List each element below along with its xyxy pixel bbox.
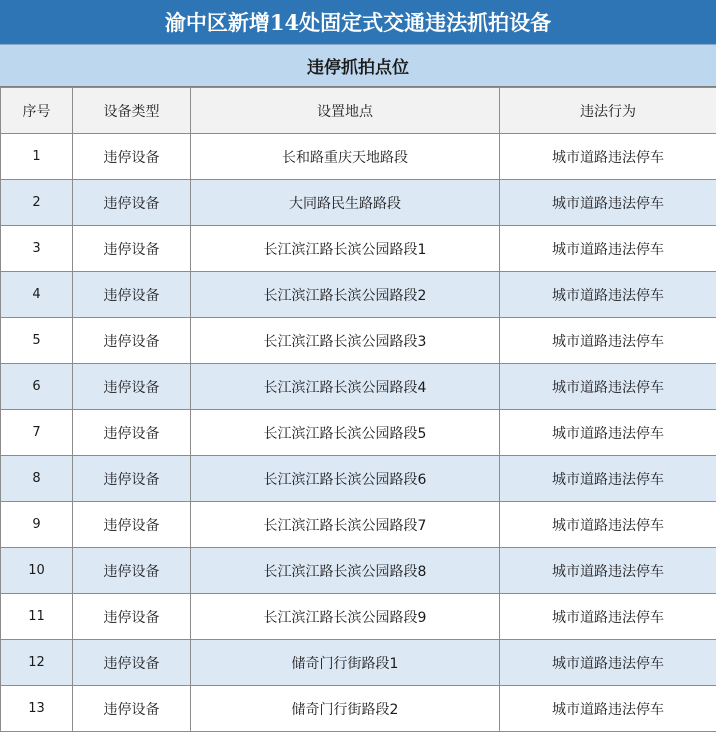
cell-location: 长江滨江路长滨公园路段1 (191, 226, 500, 272)
table-row (1, 364, 716, 410)
cell-number: 4 (1, 272, 73, 318)
cell-number: 8 (1, 456, 73, 502)
cell-device-type: 违停设备 (73, 226, 191, 272)
table-row (1, 410, 716, 456)
cell-location: 长江滨江路长滨公园路段5 (191, 410, 500, 456)
cell-violation: 城市道路违法停车 (500, 364, 716, 410)
cell-device-type: 违停设备 (73, 318, 191, 364)
cell-device-type: 违停设备 (73, 134, 191, 180)
cell-device-type: 违停设备 (73, 686, 191, 732)
table-row (1, 272, 716, 318)
cell-device-type: 违停设备 (73, 456, 191, 502)
cell-violation: 城市道路违法停车 (500, 226, 716, 272)
column-header-type: 设备类型 (73, 88, 191, 134)
table-row (1, 640, 716, 686)
cell-violation: 城市道路违法停车 (500, 594, 716, 640)
cell-location: 储奇门行街路段2 (191, 686, 500, 732)
table-row (1, 502, 716, 548)
cell-device-type: 违停设备 (73, 548, 191, 594)
cell-violation: 城市道路违法停车 (500, 686, 716, 732)
table-row (1, 180, 716, 226)
cell-violation: 城市道路违法停车 (500, 318, 716, 364)
cell-device-type: 违停设备 (73, 180, 191, 226)
cell-device-type: 违停设备 (73, 594, 191, 640)
cell-number: 2 (1, 180, 73, 226)
cell-number: 13 (1, 686, 73, 732)
cell-location: 长江滨江路长滨公园路段3 (191, 318, 500, 364)
cell-location: 长和路重庆天地路段 (191, 134, 500, 180)
cell-violation: 城市道路违法停车 (500, 134, 716, 180)
cell-violation: 城市道路违法停车 (500, 548, 716, 594)
cell-device-type: 违停设备 (73, 410, 191, 456)
cell-location: 长江滨江路长滨公园路段2 (191, 272, 500, 318)
cell-number: 6 (1, 364, 73, 410)
cell-number: 1 (1, 134, 73, 180)
cell-device-type: 违停设备 (73, 272, 191, 318)
table-row (1, 134, 716, 180)
page-title: 渝中区新增14处固定式交通违法抓拍设备 (0, 0, 716, 45)
cell-number: 12 (1, 640, 73, 686)
cell-violation: 城市道路违法停车 (500, 456, 716, 502)
cell-violation: 城市道路违法停车 (500, 640, 716, 686)
cell-number: 3 (1, 226, 73, 272)
column-header-no: 序号 (1, 88, 73, 134)
cell-device-type: 违停设备 (73, 364, 191, 410)
table-row (1, 594, 716, 640)
cell-location: 长江滨江路长滨公园路段7 (191, 502, 500, 548)
table-row (1, 226, 716, 272)
cell-number: 9 (1, 502, 73, 548)
table-row (1, 686, 716, 732)
cell-device-type: 违停设备 (73, 640, 191, 686)
cell-location: 储奇门行街路段1 (191, 640, 500, 686)
cell-location: 长江滨江路长滨公园路段4 (191, 364, 500, 410)
cell-number: 5 (1, 318, 73, 364)
cell-violation: 城市道路违法停车 (500, 180, 716, 226)
cell-number: 11 (1, 594, 73, 640)
cell-number: 10 (1, 548, 73, 594)
cell-violation: 城市道路违法停车 (500, 410, 716, 456)
enforcement-table (0, 87, 716, 732)
header-row (1, 88, 716, 134)
column-header-location: 设置地点 (191, 88, 500, 134)
cell-location: 长江滨江路长滨公园路段8 (191, 548, 500, 594)
table-row (1, 548, 716, 594)
section-title: 违停抓拍点位 (0, 45, 716, 87)
cell-violation: 城市道路违法停车 (500, 272, 716, 318)
table-row (1, 456, 716, 502)
table-row (1, 318, 716, 364)
cell-number: 7 (1, 410, 73, 456)
cell-location: 长江滨江路长滨公园路段9 (191, 594, 500, 640)
column-header-violation: 违法行为 (500, 88, 716, 134)
cell-location: 大同路民生路路段 (191, 180, 500, 226)
cell-violation: 城市道路违法停车 (500, 502, 716, 548)
cell-location: 长江滨江路长滨公园路段6 (191, 456, 500, 502)
cell-device-type: 违停设备 (73, 502, 191, 548)
